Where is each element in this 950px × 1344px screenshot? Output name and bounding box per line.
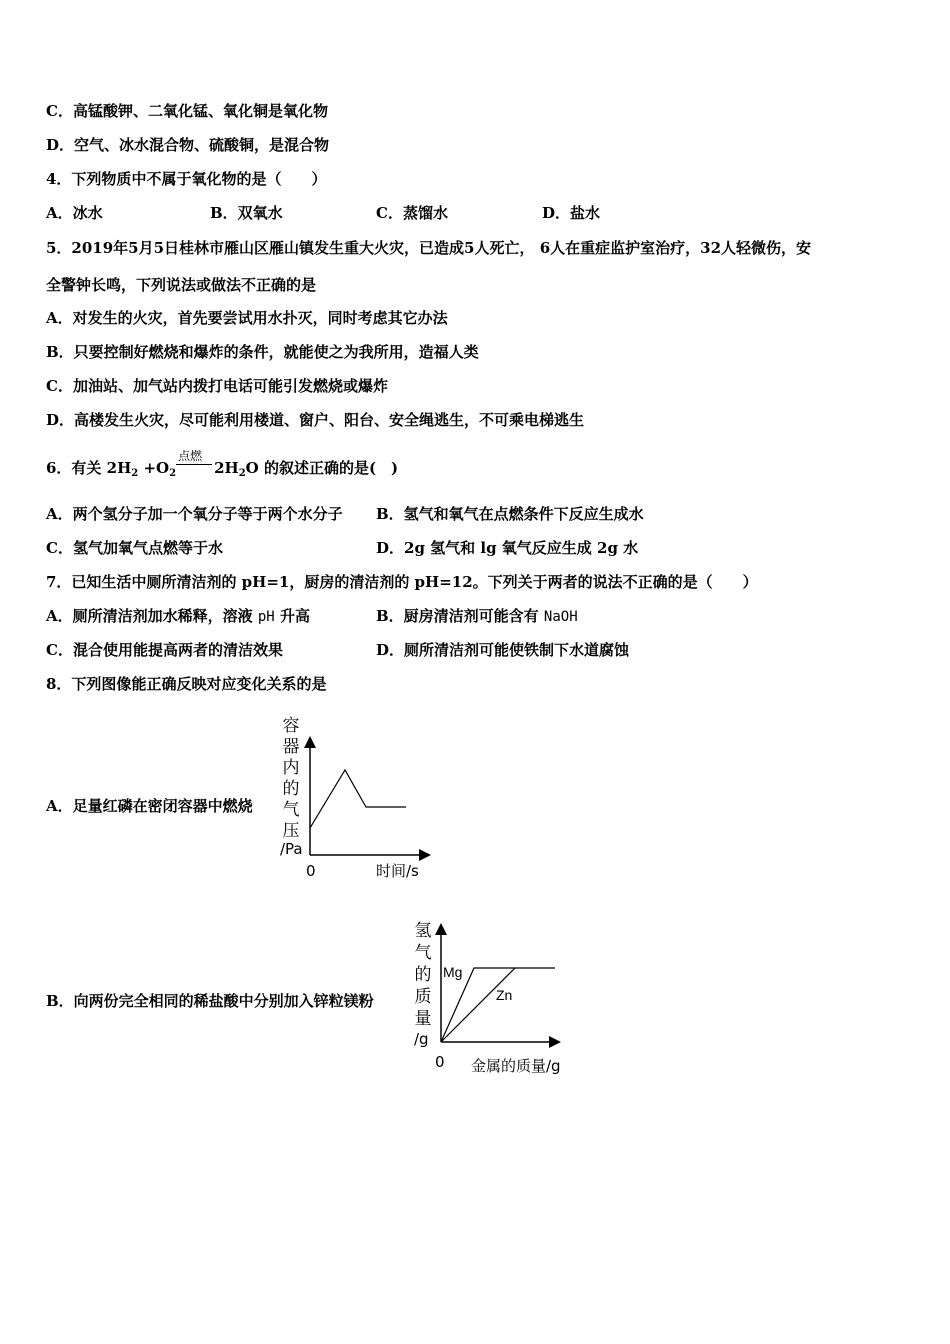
question-5-line2: 全警钟长鸣，下列说法或做法不正确的是 [46,276,317,294]
graph-b-xlabel: 金属的质量/g [471,1057,561,1075]
q5-option-b: B．只要控制好燃烧和爆炸的条件，就能使之为我所用，造福人类 [46,343,479,361]
q7-option-c: C．混合使用能提高两者的清洁效果 [46,641,283,659]
q4-option-a: A．冰水 [46,204,103,222]
graph-b-plot [405,915,575,1080]
graph-a-ylabel-2: 内 [282,758,300,778]
q7-option-a [46,606,310,627]
graph-a [270,712,440,882]
q6-sub-2: 2 [169,468,177,479]
graph-b-yunit: /g [414,1030,429,1048]
q7b-text: B．厨房清洁剂可能含有 [376,607,539,625]
graph-b-series-zn: Zn [496,987,513,1003]
graph-b-ylabel-2: 的 [414,965,432,985]
q6-sub-3: 2 [238,468,246,479]
q5-option-c: C．加油站、加气站内拨打电话可能引发燃烧或爆炸 [46,377,388,395]
graph-a-plot [270,712,440,882]
q7a-text: A．厕所清洁剂加水稀释，溶液 [46,607,253,625]
graph-a-origin: 0 [306,862,316,880]
graph-a-curve [310,770,406,828]
option-d-prev: D．空气、冰水混合物、硫酸铜，是混合物 [46,136,330,154]
graph-a-ylabel-1: 器 [282,737,300,757]
graph-b-series-mg: Mg [443,964,463,980]
question-6 [46,449,399,484]
q6-text-mid: +O [138,459,170,477]
q8-option-a: A．足量红磷在密闭容器中燃烧 [46,797,253,815]
reaction-condition [176,449,214,478]
graph-a-xlabel: 时间/s [376,862,419,880]
graph-b-origin: 0 [435,1053,445,1071]
graph-a-ylabel-3: 的 [282,779,300,799]
q5-option-d: D．高楼发生火灾，尽可能利用楼道、窗户、阳台、安全绳逃生，不可乘电梯逃生 [46,411,585,429]
q7b-naoh: NaOH [543,609,578,625]
graph-b-ylabel-0: 氢 [414,921,432,941]
q4-option-c: C．蒸馏水 [376,204,448,222]
question-7: 7．已知生活中厕所清洁剂的 pH=1，厨房的清洁剂的 pH=12。下列关于两者的说法不正确的是（ ） [46,573,758,591]
q4-option-b: B．双氧水 [210,204,283,222]
graph-a-ylabel-5: 压 [282,821,300,841]
graph-b-ylabel-1: 气 [414,943,432,963]
graph-b [405,915,575,1080]
graph-b-mg-line [441,968,555,1042]
q7-option-b [376,606,578,627]
q7-option-d: D．厕所清洁剂可能使铁制下水道腐蚀 [376,641,630,659]
option-c-prev: C．高锰酸钾、二氧化锰、氧化铜是氧化物 [46,102,328,120]
q5-option-a: A．对发生的火灾，首先要尝试用水扑灭，同时考虑其它办法 [46,309,448,327]
reaction-arrow-bar [176,464,212,465]
q7a-ph: pH [257,609,275,625]
q6-option-c: C．氢气加氧气点燃等于水 [46,539,223,557]
graph-a-ylabel-4: 气 [282,800,300,820]
graph-a-yunit: /Pa [280,840,303,858]
graph-a-ylabel-0: 容 [282,716,300,736]
reaction-condition-label: 点燃 [178,449,203,463]
q6-text-post: O 的叙述正确的是( ) [245,459,399,477]
question-4: 4．下列物质中不属于氧化物的是（ ） [46,170,327,188]
q4-option-d: D．盐水 [542,204,601,222]
graph-b-ylabel-4: 量 [414,1009,432,1029]
question-8: 8．下列图像能正确反映对应变化关系的是 [46,675,327,693]
q6-product: 2H [214,459,239,477]
q6-option-a: A．两个氢分子加一个氧分子等于两个水分子 [46,505,343,523]
q7a-text-end: 升高 [279,607,310,625]
q6-option-d: D．2g 氢气和 lg 氧气反应生成 2g 水 [376,539,639,557]
q8-option-b: B．向两份完全相同的稀盐酸中分别加入锌粒镁粉 [46,992,374,1010]
q6-option-b: B．氢气和氧气在点燃条件下反应生成水 [376,505,644,523]
graph-b-ylabel-3: 质 [414,987,432,1007]
q6-text-pre: 6．有关 2H [46,459,132,477]
question-5-line1: 5．2019年5月5日桂林市雁山区雁山镇发生重大火灾，已造成5人死亡， 6人在重症监护室治疗，32人轻微伤，安 [46,239,812,257]
q6-sub-1: 2 [131,468,139,479]
graph-b-zn-line [441,968,515,1042]
